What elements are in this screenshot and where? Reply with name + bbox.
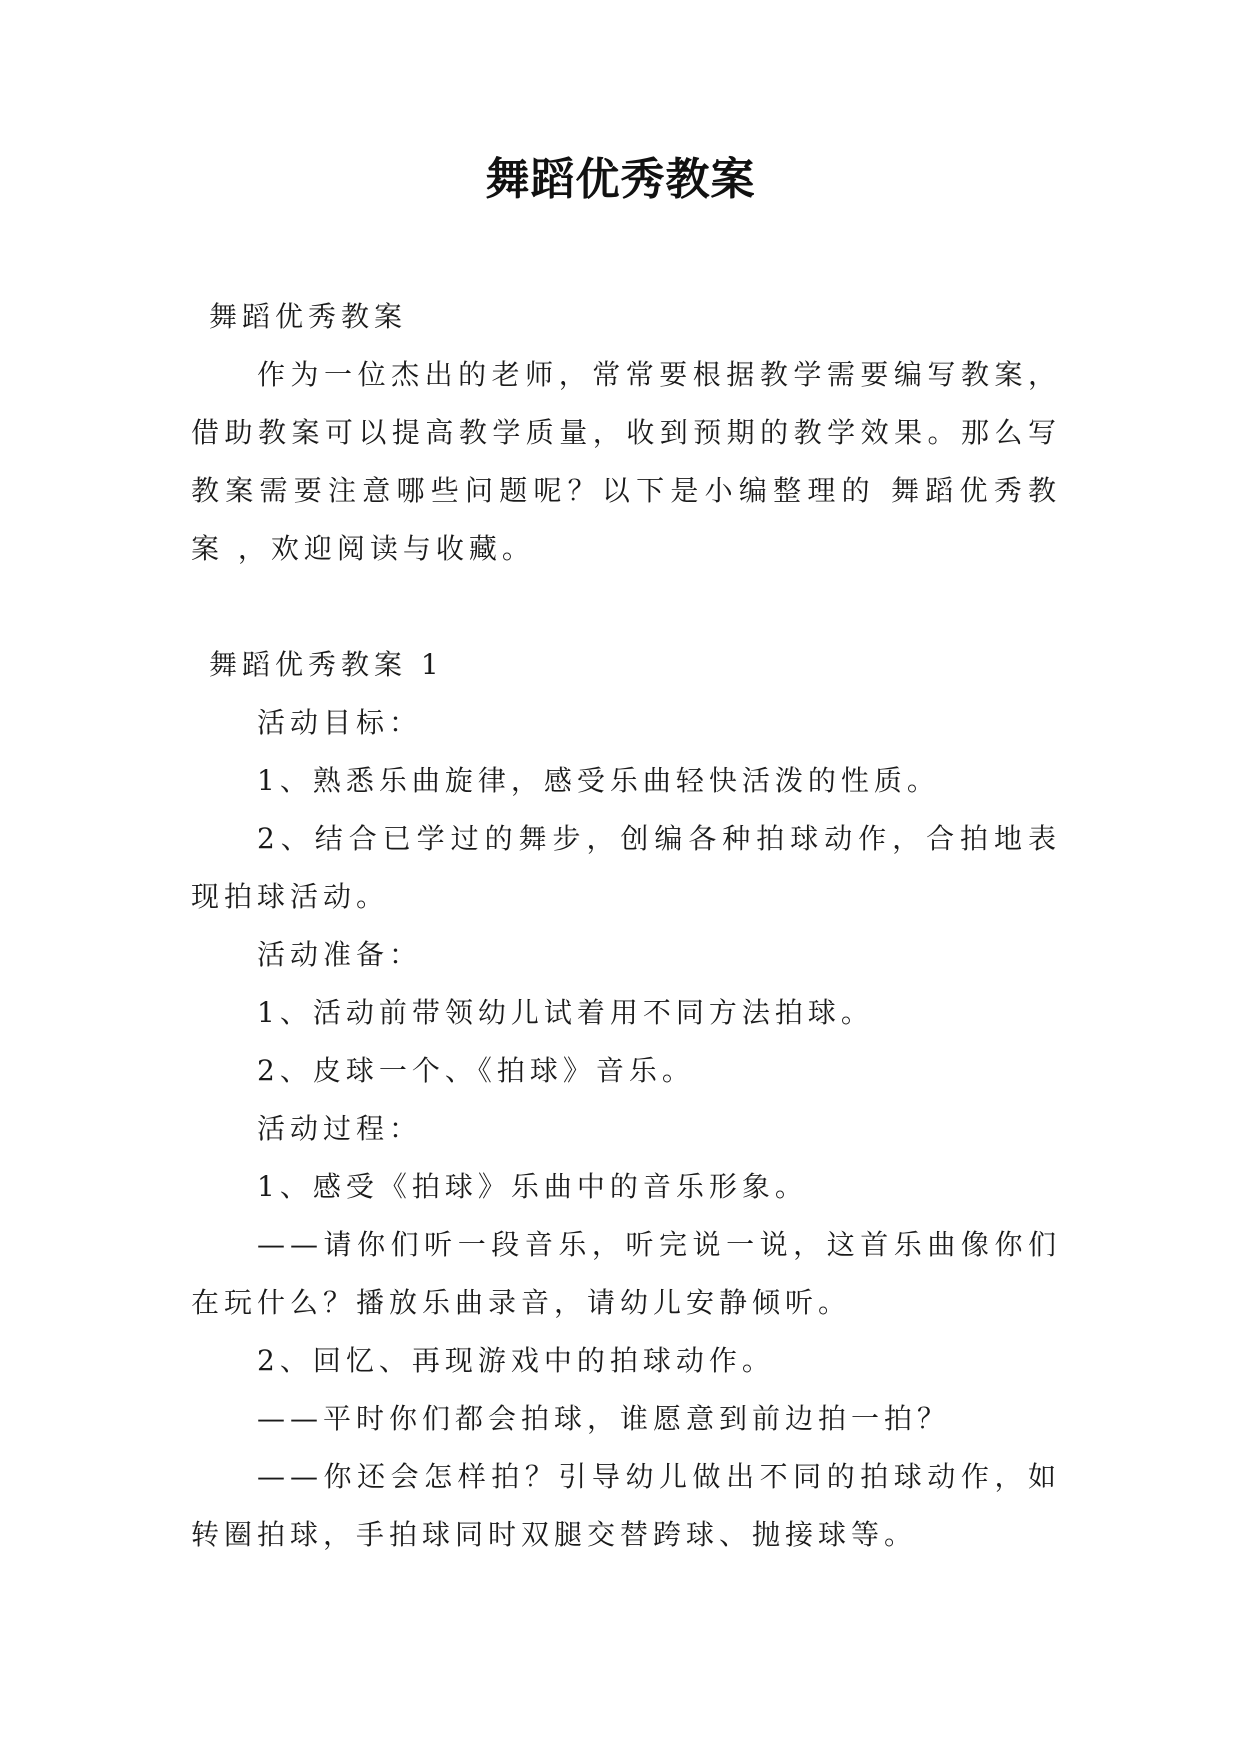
prep-item-1: 1、活动前带领幼儿试着用不同方法拍球。 [257,996,874,1029]
process-step-1: 1、感受《拍球》乐曲中的音乐形象。 [257,1170,808,1203]
process-step-2: 2、回忆、再现游戏中的拍球动作。 [257,1344,775,1377]
activity-process-label: 活动过程： [257,1112,423,1145]
goal-item-1: 1、熟悉乐曲旋律，感受乐曲轻快活泼的性质。 [257,764,940,797]
process-step-2-detail-2: ——你还会怎样拍？引导幼儿做出不同的拍球动作，如转圈拍球，手拍球同时双腿交替跨球、抛接球等。 [191,1460,1061,1551]
document-title: 舞蹈优秀教案 [485,154,756,205]
intro-paragraph: 作为一位杰出的老师，常常要根据教学需要编写教案，借助教案可以提高教学质量，收到预期的教学效果。那么写教案需要注意哪些问题呢？以下是小编整理的 舞蹈优秀教案 ，欢迎阅读与收藏。 [191,358,1061,565]
prep-item-2: 2、皮球一个、《拍球》音乐。 [257,1054,695,1087]
section-heading-1: 舞蹈优秀教案 1 [209,648,444,681]
activity-goals-label: 活动目标： [257,706,423,739]
intro-heading: 舞蹈优秀教案 [209,300,408,333]
goal-item-2: 2、结合已学过的舞步，创编各种拍球动作，合拍地表现拍球活动。 [191,822,1061,913]
document-body [191,288,1061,1564]
activity-prep-label: 活动准备： [257,938,423,971]
process-step-1-detail: ——请你们听一段音乐，听完说一说，这首乐曲像你们在玩什么？播放乐曲录音，请幼儿安静倾听。 [191,1228,1061,1319]
process-step-2-detail-1: ——平时你们都会拍球，谁愿意到前边拍一拍？ [257,1402,951,1435]
paragraph-spacer [191,578,1061,636]
